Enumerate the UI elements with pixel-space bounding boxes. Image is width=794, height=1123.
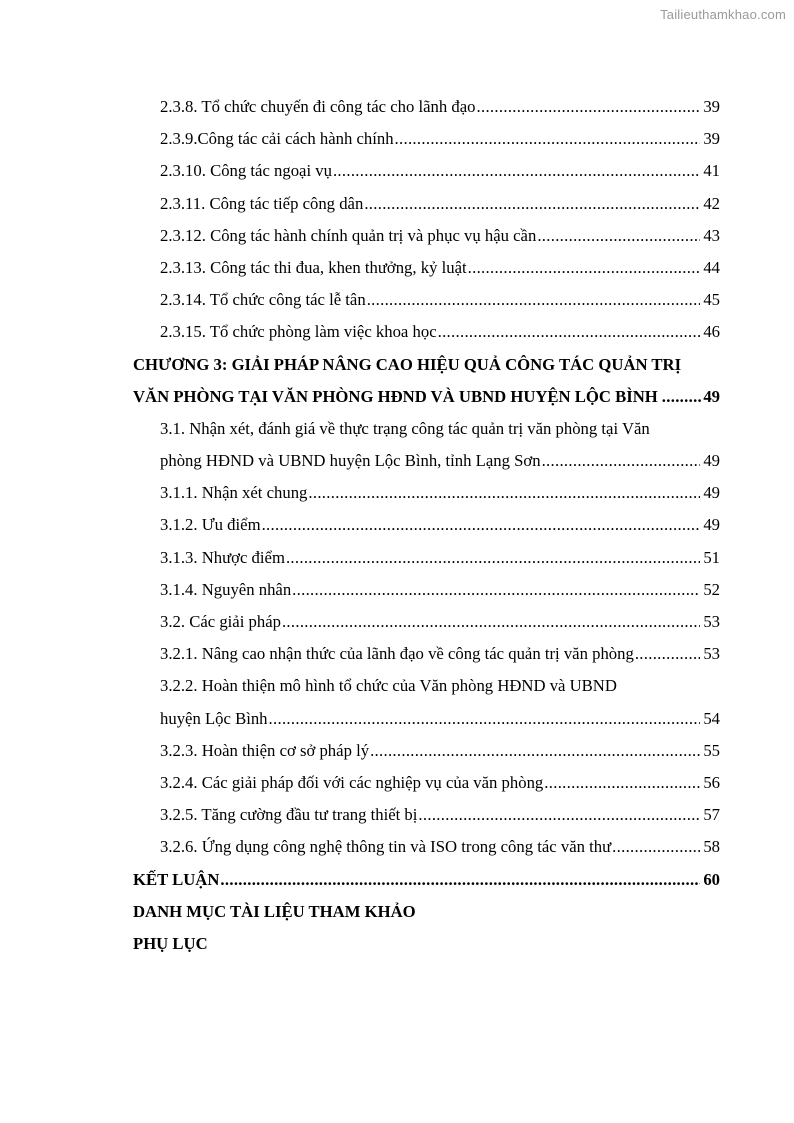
dot-leader bbox=[269, 703, 700, 735]
dot-leader bbox=[395, 123, 700, 155]
toc-entry-title: 2.3.14. Tổ chức công tác lễ tân bbox=[160, 290, 366, 310]
dot-leader bbox=[220, 864, 700, 896]
toc-page-number: 58 bbox=[703, 837, 720, 857]
toc-page-number: 51 bbox=[703, 547, 720, 567]
toc-page-number: 53 bbox=[703, 612, 720, 631]
dot-leader bbox=[542, 445, 700, 477]
toc-entry-title: 3.2.3. Hoàn thiện cơ sở pháp lý bbox=[160, 740, 370, 760]
toc-entry-title: KẾT LUẬN bbox=[133, 869, 220, 889]
toc-line bbox=[133, 284, 720, 316]
toc-entry-title: 3.1.1. Nhận xét chung bbox=[160, 483, 308, 503]
toc-entry-title: 2.3.9.Công tác cải cách hành chính bbox=[160, 129, 394, 149]
toc-line bbox=[133, 606, 720, 638]
toc-page-number: 45 bbox=[703, 290, 720, 310]
toc-entry-title: 3.1.4. Nguyên nhân bbox=[160, 579, 292, 599]
toc-line bbox=[133, 316, 720, 348]
toc-line bbox=[133, 928, 720, 960]
toc-entry-title: phòng HĐND và UBND huyện Lộc Bình, tỉnh Lạng Sơn bbox=[160, 451, 541, 471]
dot-leader bbox=[635, 638, 700, 670]
toc-line bbox=[133, 896, 720, 928]
toc-page-number: 39 bbox=[703, 129, 720, 149]
toc-line bbox=[133, 349, 720, 381]
toc-line bbox=[133, 703, 720, 735]
dot-leader bbox=[477, 91, 700, 123]
toc-entry-title: 2.3.11. Công tác tiếp công dân bbox=[160, 193, 364, 213]
toc-page-number: 49 bbox=[703, 451, 720, 471]
toc-page-number: 49 bbox=[703, 386, 720, 406]
toc-entry-title: CHƯƠNG 3: GIẢI PHÁP NÂNG CAO HIỆU QUẢ CÔNG TÁC QUẢN TRỊ bbox=[133, 354, 682, 374]
dot-leader bbox=[333, 155, 700, 187]
toc-entry-title: DANH MỤC TÀI LIỆU THAM KHẢO bbox=[133, 901, 416, 921]
dot-leader bbox=[282, 606, 700, 638]
toc-entry-title: 3.2.5. Tăng cường đầu tư trang thiết bị bbox=[160, 805, 418, 825]
toc-line bbox=[133, 477, 720, 509]
toc-page-number: 42 bbox=[703, 193, 720, 213]
toc-line bbox=[133, 445, 720, 477]
dot-leader bbox=[364, 188, 700, 220]
toc-page-number: 41 bbox=[703, 161, 720, 181]
toc-line bbox=[133, 252, 720, 284]
toc-line bbox=[133, 767, 720, 799]
toc-entry-title: 2.3.15. Tổ chức phòng làm việc khoa học bbox=[160, 322, 437, 342]
dot-leader bbox=[468, 252, 700, 284]
dot-leader bbox=[370, 735, 700, 767]
toc-line bbox=[133, 413, 720, 445]
toc-entry-title: 3.2.1. Nâng cao nhận thức của lãnh đạo về công tác quản trị văn phòng bbox=[160, 644, 634, 664]
dot-leader bbox=[308, 477, 700, 509]
toc-entry-title: 3.2.6. Ứng dụng công nghệ thông tin và ISO trong công tác văn thư bbox=[160, 837, 612, 857]
toc-line bbox=[133, 188, 720, 220]
toc-line bbox=[133, 831, 720, 863]
dot-leader bbox=[438, 316, 700, 348]
toc-line bbox=[133, 509, 720, 541]
dot-leader bbox=[612, 831, 700, 863]
toc-page-number: 44 bbox=[703, 257, 720, 277]
toc-line bbox=[133, 864, 720, 896]
toc-page-number: 57 bbox=[703, 805, 720, 825]
toc-line bbox=[133, 91, 720, 123]
toc-page-number: 56 bbox=[703, 772, 720, 792]
toc-page-number: 54 bbox=[703, 708, 720, 728]
toc-entry-title: 3.1. Nhận xét, đánh giá về thực trạng công tác quản trị văn phòng tại Văn bbox=[160, 418, 650, 438]
toc-entry-title: huyện Lộc Bình bbox=[160, 708, 268, 728]
dot-leader bbox=[367, 284, 700, 316]
toc-page-number: 60 bbox=[703, 869, 720, 889]
toc-line bbox=[133, 574, 720, 606]
toc-line bbox=[133, 735, 720, 767]
toc-line bbox=[133, 670, 720, 702]
toc-line bbox=[133, 638, 720, 670]
toc-entry-title: 3.2.2. Hoàn thiện mô hình tổ chức của Văn phòng HĐND và UBND bbox=[160, 676, 617, 696]
dot-leader bbox=[286, 542, 700, 574]
toc-entry-title: 2.3.10. Công tác ngoại vụ bbox=[160, 161, 332, 181]
toc-line bbox=[133, 123, 720, 155]
toc-line bbox=[133, 799, 720, 831]
toc-entry-title: 3.2.4. Các giải pháp đối với các nghiệp vụ của văn phòng bbox=[160, 772, 544, 792]
toc-entry-title: VĂN PHÒNG TẠI VĂN PHÒNG HĐND VÀ UBND HUYỆN LỘC BÌNH bbox=[133, 386, 658, 406]
toc-line bbox=[133, 381, 720, 413]
toc-page-number: 46 bbox=[703, 322, 720, 342]
toc-entry-title: 2.3.13. Công tác thi đua, khen thưởng, kỷ luật bbox=[160, 257, 467, 277]
toc-page-number: 52 bbox=[703, 579, 720, 599]
toc-entry-title: 2.3.12. Công tác hành chính quản trị và phục vụ hậu cần bbox=[160, 225, 537, 245]
toc-entry-title: 3.1.3. Nhược điểm bbox=[160, 547, 285, 567]
dot-leader bbox=[262, 509, 700, 541]
toc-page-number: 43 bbox=[703, 225, 720, 245]
dot-leader bbox=[537, 220, 700, 252]
toc-page-number: 39 bbox=[703, 97, 720, 116]
toc-page-number: 49 bbox=[703, 483, 720, 503]
toc-entry-title: 2.3.8. Tổ chức chuyến đi công tác cho lãnh đạo bbox=[160, 97, 476, 116]
toc-entry-title: 3.1.2. Ưu điểm bbox=[160, 515, 261, 535]
dot-leader bbox=[544, 767, 700, 799]
toc-line bbox=[133, 155, 720, 187]
toc-page-number: 53 bbox=[703, 644, 720, 664]
toc-page-number: 49 bbox=[703, 515, 720, 535]
dot-leader bbox=[662, 381, 702, 413]
table-of-contents bbox=[133, 91, 720, 960]
toc-entry-title: 3.2. Các giải pháp bbox=[160, 612, 281, 631]
toc-line bbox=[133, 220, 720, 252]
dot-leader bbox=[292, 574, 700, 606]
dot-leader bbox=[418, 799, 700, 831]
toc-line bbox=[133, 542, 720, 574]
toc-entry-title: PHỤ LỤC bbox=[133, 933, 208, 953]
watermark-text: Tailieuthamkhao.com bbox=[660, 7, 786, 22]
toc-page-number: 55 bbox=[703, 740, 720, 760]
